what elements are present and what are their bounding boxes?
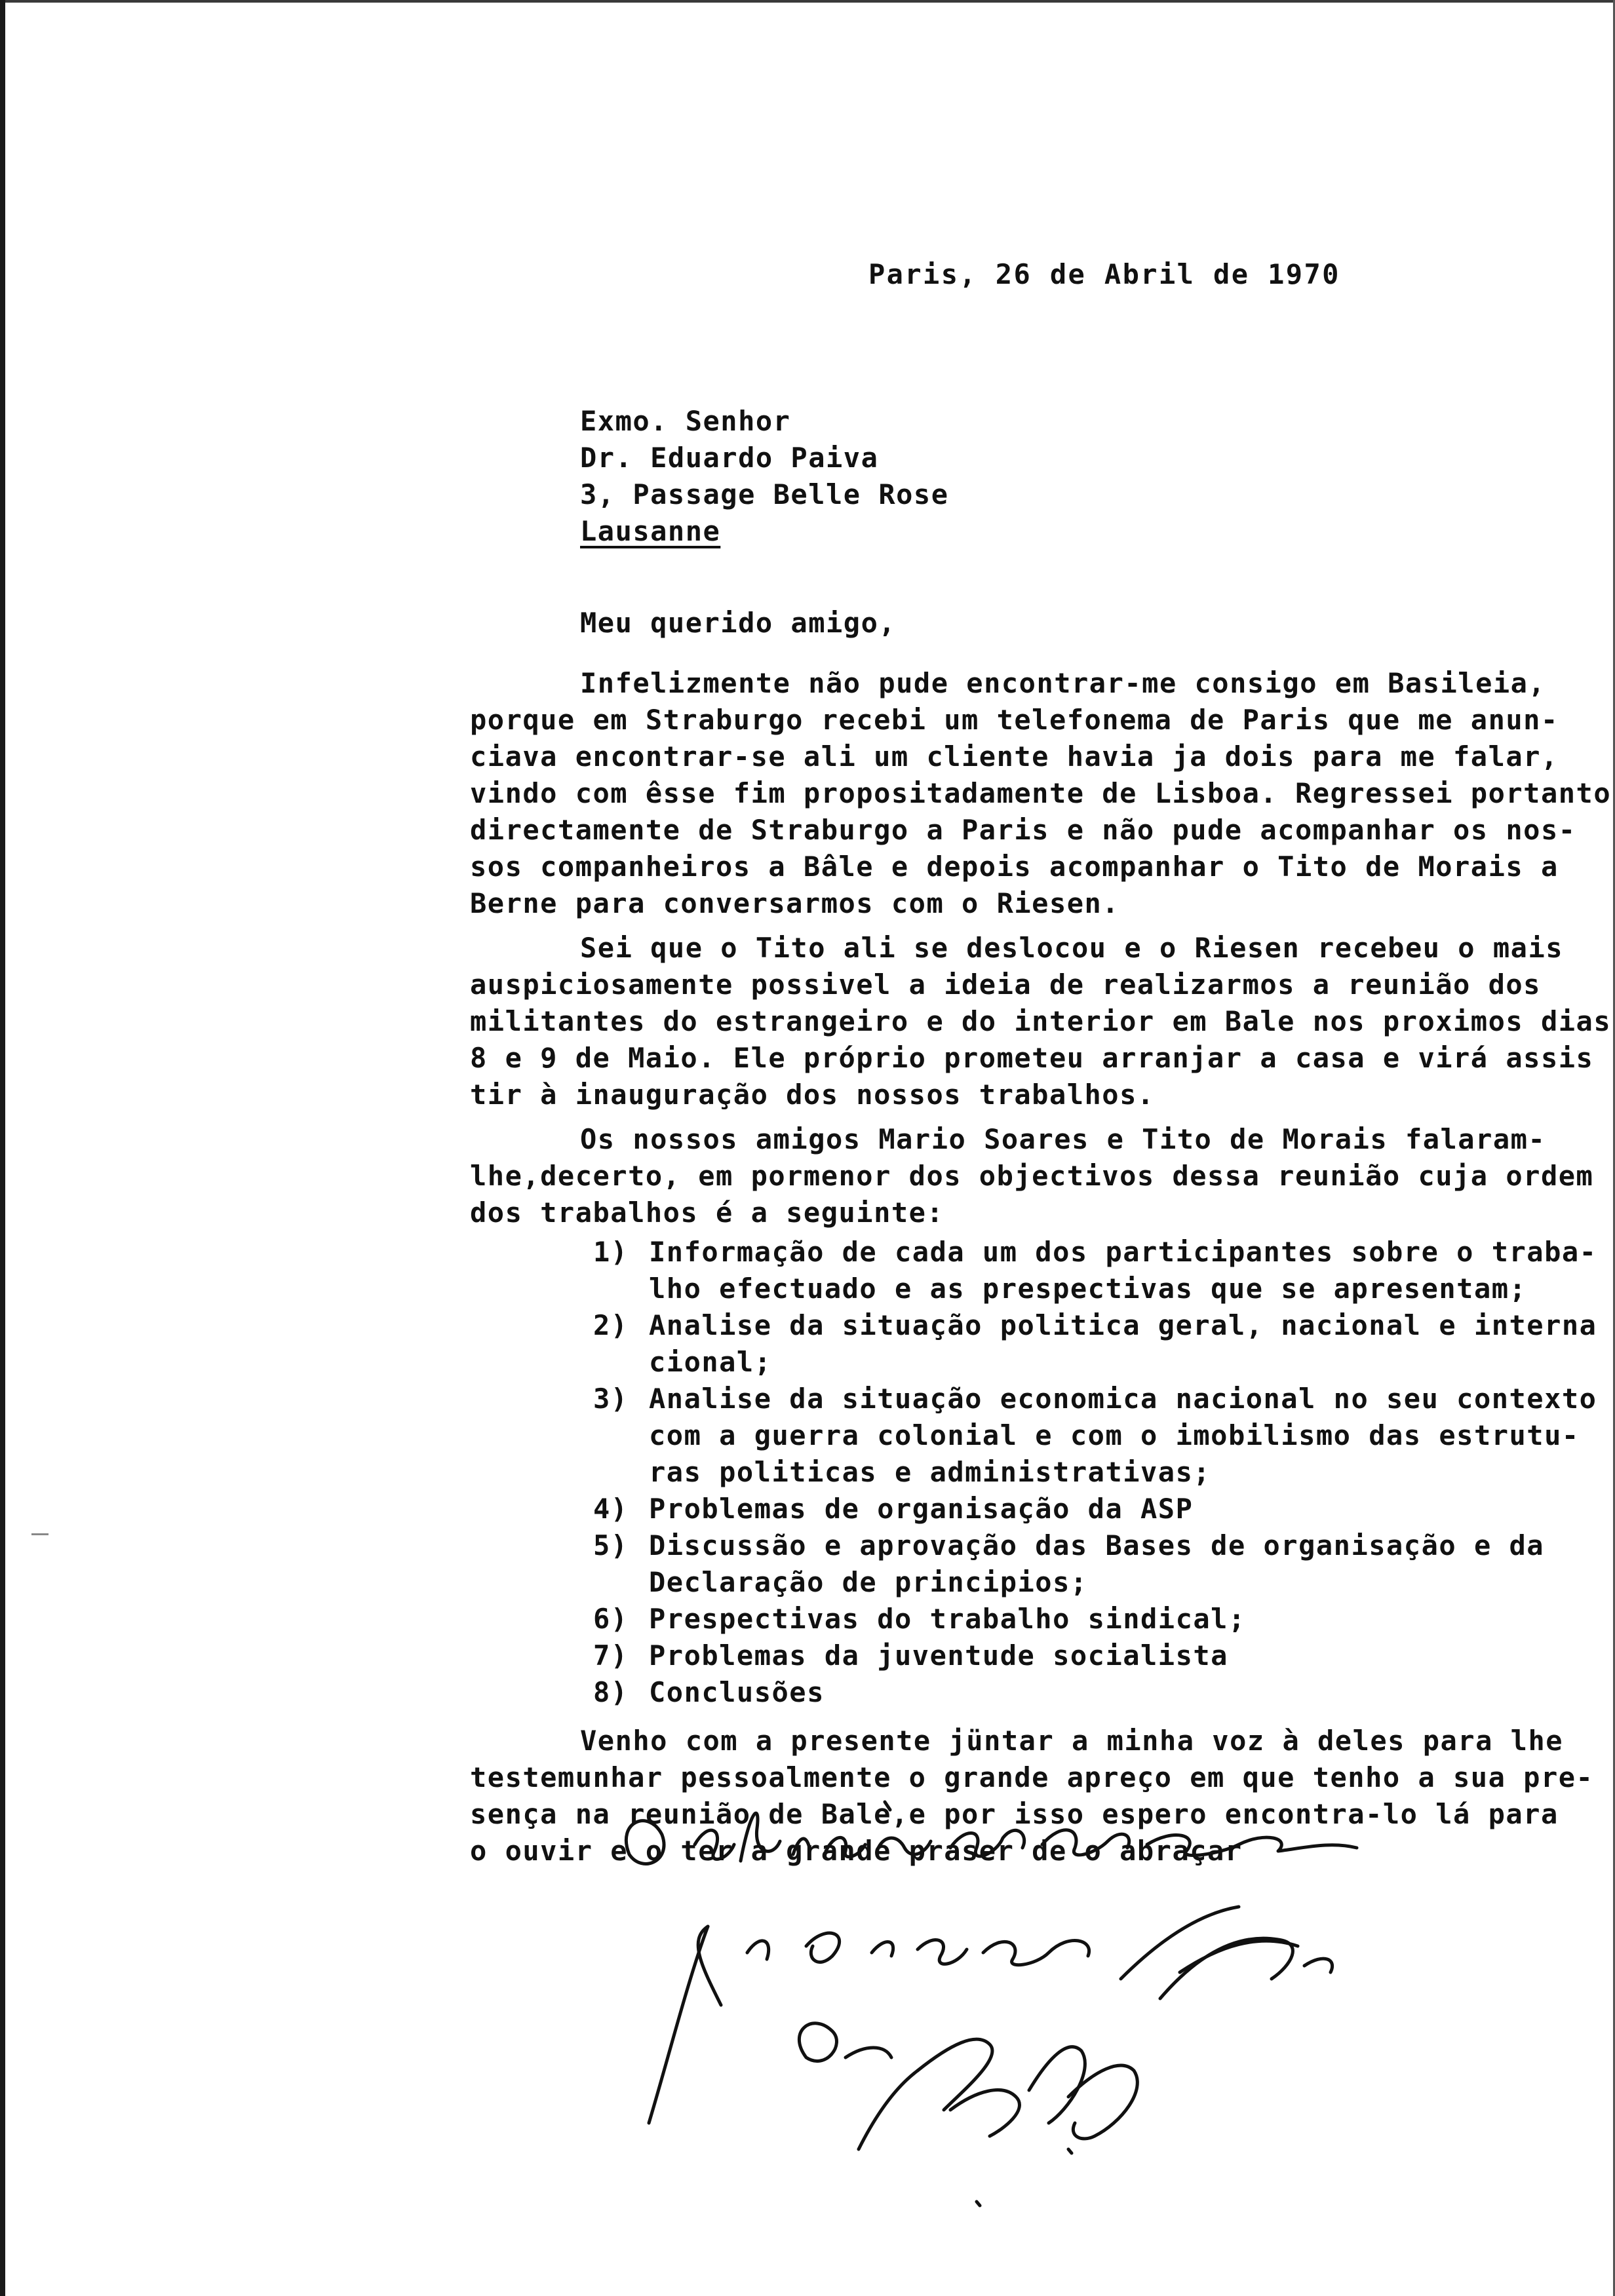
paragraph-1-line: porque em Straburgo recebi um telefonema de Paris que me anun- bbox=[470, 704, 1559, 736]
recipient-city: Lausanne bbox=[580, 515, 721, 547]
page-top-edge bbox=[0, 0, 1615, 3]
agenda-line: Prespectivas do trabalho sindical; bbox=[649, 1603, 1246, 1635]
agenda-line: Analise da situação politica geral, nacional e interna bbox=[649, 1309, 1597, 1341]
agenda-line: Analise da situação economica nacional no seu contexto bbox=[649, 1383, 1597, 1415]
paragraph-3-line: dos trabalhos é a seguinte: bbox=[470, 1196, 944, 1229]
agenda-number: 4) bbox=[593, 1493, 629, 1525]
paragraph-1-line: Infelizmente não pude encontrar-me consigo em Basileia, bbox=[580, 667, 1546, 699]
page-left-edge bbox=[0, 0, 5, 2296]
agenda-number: 6) bbox=[593, 1603, 629, 1635]
greeting: Meu querido amigo, bbox=[580, 607, 897, 639]
paragraph-4-line: sença na reunião de Bale,e por isso espero encontra-lo lá para bbox=[470, 1798, 1559, 1830]
agenda-line: Discussão e aprovação das Bases de organisação e da bbox=[649, 1529, 1545, 1561]
agenda-line: Declaração de principios; bbox=[649, 1566, 1088, 1598]
agenda-line: com a guerra colonial e com o imobilismo das estrutu- bbox=[649, 1419, 1580, 1451]
paragraph-1-line: sos companheiros a Bâle e depois acompanhar o Tito de Morais a bbox=[470, 851, 1559, 883]
paragraph-3-line: Os nossos amigos Mario Soares e Tito de Morais falaram- bbox=[580, 1123, 1546, 1155]
paragraph-2-line: Sei que o Tito ali se deslocou e o Riesen recebeu o mais bbox=[580, 932, 1564, 964]
stray-mark bbox=[31, 1533, 49, 1535]
agenda-line: Conclusões bbox=[649, 1676, 825, 1708]
agenda-number: 2) bbox=[593, 1309, 629, 1341]
agenda-line: Problemas de organisação da ASP bbox=[649, 1493, 1194, 1525]
paragraph-4-line: Venho com a presente jüntar a minha voz à deles para lhe bbox=[580, 1725, 1564, 1757]
paragraph-2-line: tir à inauguração dos nossos trabalhos. bbox=[470, 1079, 1155, 1111]
recipient-street: 3, Passage Belle Rose bbox=[580, 478, 949, 510]
paragraph-4-line: testemunhar pessoalmente o grande apreço em que tenho a sua pre- bbox=[470, 1761, 1594, 1793]
agenda-number: 5) bbox=[593, 1529, 629, 1561]
agenda-number: 7) bbox=[593, 1639, 629, 1672]
paragraph-1-line: vindo com êsse fim propositadamente de Lisboa. Regressei portanto bbox=[470, 777, 1612, 809]
date-line: Paris, 26 de Abril de 1970 bbox=[868, 258, 1340, 290]
agenda-line: Informação de cada um dos participantes sobre o traba- bbox=[649, 1236, 1597, 1268]
handwritten-signature bbox=[610, 1782, 1606, 2215]
paragraph-4-line: o ouvir e o ter a grande praser de o abraçar bbox=[470, 1835, 1243, 1867]
agenda-line: lho efectuado e as prespectivas que se apresentam; bbox=[649, 1272, 1527, 1305]
recipient-name: Dr. Eduardo Paiva bbox=[580, 442, 879, 474]
agenda-number: 3) bbox=[593, 1383, 629, 1415]
paragraph-2-line: 8 e 9 de Maio. Ele próprio prometeu arranjar a casa e virá assis bbox=[470, 1042, 1594, 1074]
paragraph-1-line: Berne para conversarmos com o Riesen. bbox=[470, 887, 1120, 919]
paragraph-2-line: militantes do estrangeiro e do interior em Bale nos proximos dias bbox=[470, 1005, 1612, 1037]
agenda-number: 8) bbox=[593, 1676, 629, 1708]
paragraph-2-line: auspiciosamente possivel a ideia de realizarmos a reunião dos bbox=[470, 968, 1541, 1001]
paragraph-3-line: lhe,decerto, em pormenor dos objectivos dessa reunião cuja ordem bbox=[470, 1160, 1594, 1192]
agenda-line: ras politicas e administrativas; bbox=[649, 1456, 1211, 1488]
paragraph-1-line: directamente de Straburgo a Paris e não pude acompanhar os nos- bbox=[470, 814, 1576, 846]
agenda-line: cional; bbox=[649, 1346, 772, 1378]
agenda-number: 1) bbox=[593, 1236, 629, 1268]
agenda-line: Problemas da juventude socialista bbox=[649, 1639, 1228, 1672]
recipient-title: Exmo. Senhor bbox=[580, 405, 791, 437]
paragraph-1-line: ciava encontrar-se ali um cliente havia ja dois para me falar, bbox=[470, 740, 1559, 773]
